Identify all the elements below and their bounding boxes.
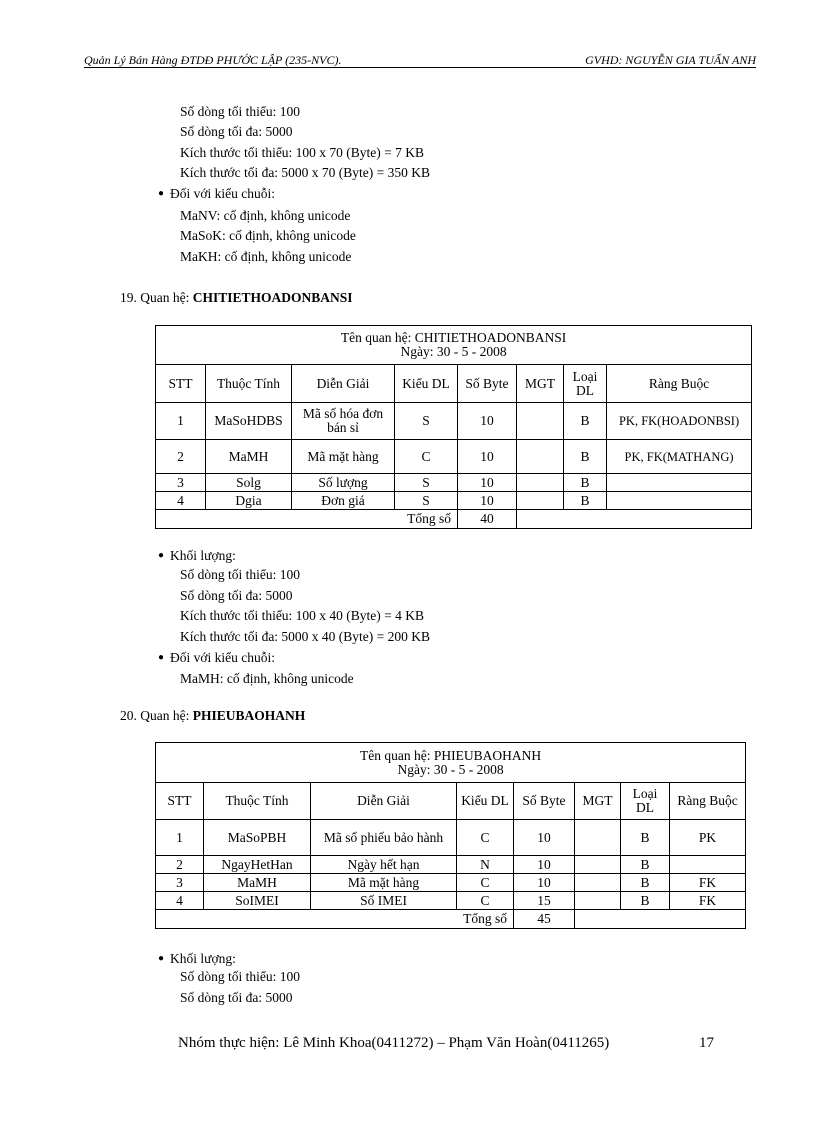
table-cell: 10	[458, 474, 517, 492]
section-19-relation-name: CHITIETHOADONBANSI	[192, 290, 353, 305]
volume-heading: Khối lượng:	[170, 951, 236, 966]
table-header-row	[156, 783, 746, 820]
table-header-row	[156, 365, 752, 403]
column-header: Số Byte	[458, 365, 517, 403]
table-cell: B	[621, 856, 670, 874]
table-cell: B	[564, 474, 607, 492]
table-cell: Mã số hóa đơn bán sỉ	[292, 403, 395, 440]
table-cell: Mã số phiếu bảo hành	[311, 820, 457, 856]
table-title-cell	[156, 743, 746, 783]
table-cell	[607, 492, 752, 510]
total-label: Tổng số	[156, 910, 514, 929]
column-header: Kiểu DL	[395, 365, 458, 403]
volume-line: Kích thước tối đa: 5000 x 40 (Byte) = 200 KB	[180, 629, 431, 644]
table-cell: B	[621, 892, 670, 910]
table-cell: 10	[514, 874, 575, 892]
table-cell: 10	[458, 403, 517, 440]
table-cell: Mã mặt hàng	[311, 874, 457, 892]
volume-line: Số dòng tối đa: 5000	[180, 990, 293, 1005]
page-footer	[178, 1035, 714, 1052]
string-heading: Đối với kiểu chuỗi:	[170, 650, 276, 665]
column-header: MGT	[517, 365, 564, 403]
table-cell: 4	[156, 492, 206, 510]
table-cell: NgayHetHan	[204, 856, 311, 874]
section-19-number: 19. Quan hệ:	[120, 290, 190, 305]
table-cell	[575, 874, 621, 892]
column-header: Ràng Buộc	[607, 365, 752, 403]
table-cell: Số IMEI	[311, 892, 457, 910]
table-cell: Số lượng	[292, 474, 395, 492]
table-cell: Ngày hết hạn	[311, 856, 457, 874]
table-date: Ngày: 30 - 5 - 2008	[397, 761, 504, 777]
table-cell: 1	[156, 403, 206, 440]
table-cell	[575, 820, 621, 856]
table-cell: Solg	[206, 474, 292, 492]
table-cell: B	[564, 492, 607, 510]
table-cell	[670, 856, 746, 874]
table-cell	[575, 856, 621, 874]
volume-heading: Khối lượng:	[170, 548, 236, 563]
table-cell: 1	[156, 820, 204, 856]
section-20-heading	[120, 708, 305, 724]
table-cell: B	[564, 403, 607, 440]
table-cell: 3	[156, 474, 206, 492]
table-cell: FK	[670, 874, 746, 892]
top-string-line: MaSoK: cố định, không unicode	[180, 228, 356, 243]
table-row	[156, 492, 752, 510]
top-max-size: Kích thước tối đa: 5000 x 70 (Byte) = 350 KB	[180, 165, 431, 180]
table-cell	[517, 403, 564, 440]
table-title-cell	[156, 326, 752, 365]
table-row	[156, 874, 746, 892]
volume-line: Số dòng tối đa: 5000	[180, 588, 293, 603]
table-cell: C	[457, 892, 514, 910]
table-cell: S	[395, 492, 458, 510]
table-cell: MaSoHDBS	[206, 403, 292, 440]
column-header: Thuộc Tính	[206, 365, 292, 403]
table-total-row	[156, 910, 746, 929]
column-header: Diễn Giải	[292, 365, 395, 403]
table-title: Tên quan hệ: PHIEUBAOHANH	[360, 747, 542, 763]
table-cell: MaMH	[204, 874, 311, 892]
bullet-icon: ●	[158, 652, 165, 663]
table-cell: C	[395, 440, 458, 474]
table-date: Ngày: 30 - 5 - 2008	[400, 344, 507, 359]
table-cell: MaMH	[206, 440, 292, 474]
table-cell: S	[395, 403, 458, 440]
table-row	[156, 856, 746, 874]
table-cell	[517, 440, 564, 474]
section-20-relation-name: PHIEUBAOHANH	[192, 708, 306, 723]
string-line: MaMH: cố định, không unicode	[180, 671, 354, 686]
section-20-number: 20. Quan hệ:	[120, 708, 190, 723]
table-cell: C	[457, 820, 514, 856]
table-cell: PK, FK(HOADONBSI)	[607, 403, 752, 440]
total-value: 40	[458, 510, 517, 529]
column-header: Số Byte	[514, 783, 575, 820]
table-cell: S	[395, 474, 458, 492]
footer-team: Nhóm thực hiện: Lê Minh Khoa(0411272) – Phạm Văn Hoàn(0411265)	[178, 1035, 610, 1051]
table-cell: 10	[458, 492, 517, 510]
column-header: Loại DL	[621, 783, 670, 820]
top-string-heading: Đối với kiểu chuỗi:	[170, 186, 276, 201]
table-cell: B	[564, 440, 607, 474]
table-row	[156, 820, 746, 856]
header-supervisor: GVHD: NGUYỄN GIA TUẤN ANH	[585, 53, 756, 67]
column-header: MGT	[575, 783, 621, 820]
table-title: Tên quan hệ: CHITIETHOADONBANSI	[340, 330, 567, 345]
volume-line: Số dòng tối thiểu: 100	[180, 567, 301, 582]
bullet-icon: ●	[158, 953, 165, 964]
table-cell: SoIMEI	[204, 892, 311, 910]
column-header: Diễn Giải	[311, 783, 457, 820]
column-header: Thuộc Tính	[204, 783, 311, 820]
table-cell: 15	[514, 892, 575, 910]
table-cell: PK, FK(MATHANG)	[607, 440, 752, 474]
total-label: Tổng số	[156, 510, 458, 529]
volume-line: Kích thước tối thiểu: 100 x 40 (Byte) = 4 KB	[180, 608, 425, 623]
table-cell	[517, 492, 564, 510]
table-title-row	[156, 743, 746, 783]
section-19-heading	[120, 290, 353, 306]
total-value: 45	[514, 910, 575, 929]
column-header: Kiểu DL	[457, 783, 514, 820]
page-number: 17	[699, 1035, 714, 1051]
table-cell: B	[621, 874, 670, 892]
top-min-size: Kích thước tối thiểu: 100 x 70 (Byte) = 7 KB	[180, 145, 425, 160]
table-cell: 2	[156, 440, 206, 474]
column-header: Loại DL	[564, 365, 607, 403]
table-row	[156, 440, 752, 474]
table-cell: MaSoPBH	[204, 820, 311, 856]
table-cell: C	[457, 874, 514, 892]
table-cell: 10	[514, 856, 575, 874]
top-max-rows: Số dòng tối đa: 5000	[180, 124, 293, 139]
table-cell: Dgia	[206, 492, 292, 510]
column-header: STT	[156, 365, 206, 403]
total-empty	[517, 510, 752, 529]
table-cell: PK	[670, 820, 746, 856]
table-cell: Mã mặt hàng	[292, 440, 395, 474]
column-header: STT	[156, 783, 204, 820]
table-cell	[575, 892, 621, 910]
table-cell: Đơn giá	[292, 492, 395, 510]
table-cell: 3	[156, 874, 204, 892]
top-min-rows: Số dòng tối thiểu: 100	[180, 104, 301, 119]
top-string-line: MaKH: cố định, không unicode	[180, 249, 352, 264]
table-row	[156, 403, 752, 440]
bullet-icon: ●	[158, 550, 165, 561]
table-total-row	[156, 510, 752, 529]
page-header	[84, 53, 756, 68]
column-header: Ràng Buộc	[670, 783, 746, 820]
volume-line: Số dòng tối thiểu: 100	[180, 969, 301, 984]
header-project-title: Quản Lý Bán Hàng ĐTDĐ PHƯỚC LẬP (235-NVC).	[84, 53, 342, 67]
table-cell: 10	[514, 820, 575, 856]
table-cell	[517, 474, 564, 492]
table-title-row	[156, 326, 752, 365]
table-cell	[607, 474, 752, 492]
table-cell: FK	[670, 892, 746, 910]
table-row	[156, 474, 752, 492]
table-row	[156, 892, 746, 910]
table-cell: 2	[156, 856, 204, 874]
relation-table-phieubaohanh	[155, 742, 746, 929]
table-cell: 10	[458, 440, 517, 474]
relation-table-chitiethoadonbansi	[155, 325, 752, 529]
table-cell: 4	[156, 892, 204, 910]
table-cell: N	[457, 856, 514, 874]
table-cell: B	[621, 820, 670, 856]
bullet-icon: ●	[158, 188, 165, 199]
top-string-line: MaNV: cố định, không unicode	[180, 208, 351, 223]
total-empty	[575, 910, 746, 929]
